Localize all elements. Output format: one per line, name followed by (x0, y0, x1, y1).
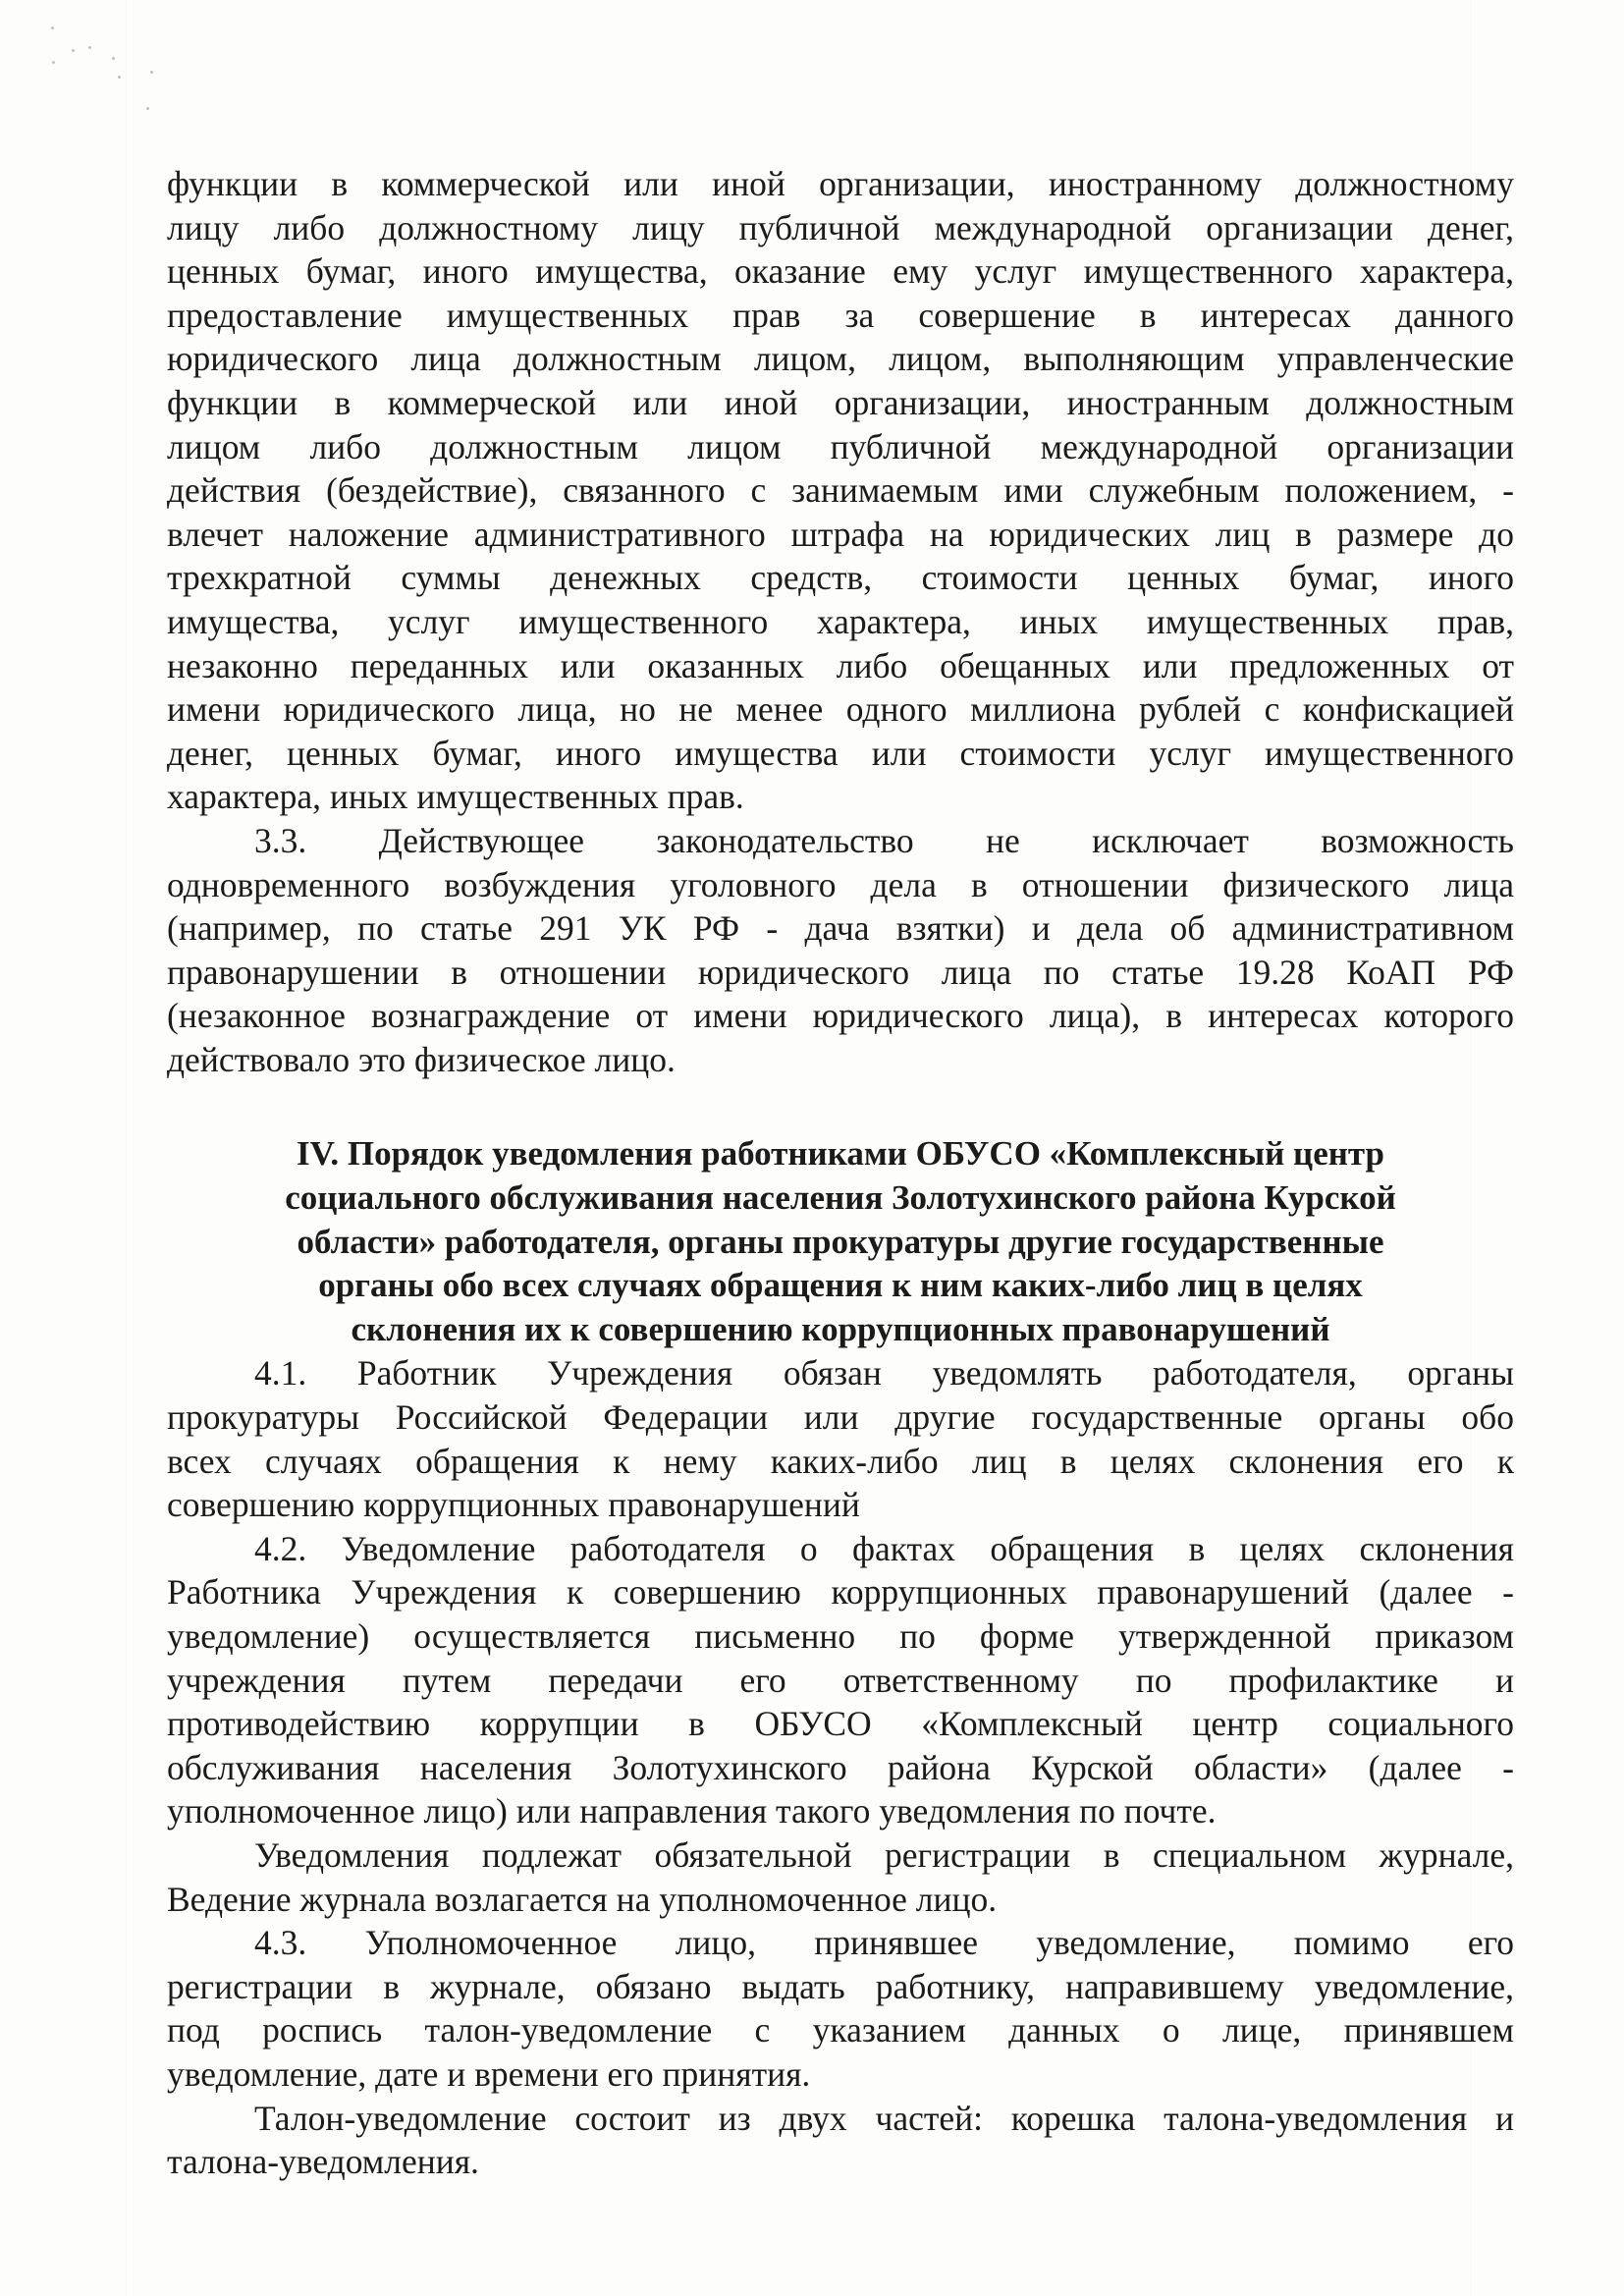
paragraph-talon (167, 2097, 1514, 2184)
text-line: Талон-уведомление состоит из двух частей: корешка талона-уведомления и (254, 2098, 1514, 2138)
text-line: имущества, услуг имущественного характера, иных имущественных прав, (167, 601, 1514, 641)
heading-line: социального обслуживания населения Золотухинского района Курской (285, 1178, 1396, 1218)
text-line: денег, ценных бумаг, иного имущества или стоимости услуг имущественного (167, 733, 1514, 773)
scan-speck (146, 107, 149, 110)
document-page (167, 162, 1514, 2184)
paragraph-3-3 (167, 819, 1514, 1082)
text-line: Работника Учреждения к совершению коррупционных правонарушений (далее - (167, 1572, 1514, 1613)
text-line: действовало это физическое лицо. (167, 1039, 676, 1079)
heading-line: IV. Порядок уведомления работниками ОБУСО «Комплексный центр (296, 1134, 1385, 1174)
text-line: влечет наложение административного штрафа на юридических лиц в размере до (167, 514, 1514, 554)
text-line: 4.3. Уполномоченное лицо, принявшее уведомление, помимо его (254, 1923, 1514, 1963)
text-line: (например, по статье 291 УК РФ - дача взятки) и дела об административном (167, 908, 1514, 949)
text-line: 4.2. Уведомление работодателя о фактах обращения в целях склонения (254, 1528, 1514, 1568)
text-line: незаконно переданных или оказанных либо обещанных или предложенных от (167, 645, 1514, 685)
text-line: Ведение журнала возлагается на уполномоченное лицо. (167, 1879, 998, 1919)
text-line: Уведомления подлежат обязательной регистрации в специальном журнале, (254, 1834, 1514, 1875)
scan-speck (88, 46, 91, 49)
heading-line: области» работодателя, органы прокуратуры другие государственные (297, 1222, 1384, 1261)
scan-speck (112, 57, 115, 60)
scan-speck (150, 71, 153, 74)
section-4-heading (167, 1132, 1514, 1351)
text-line: имени юридического лица, но не менее одного миллиона рублей с конфискацией (167, 689, 1514, 730)
text-line: лицом либо должностным лицом публичной международной организации (167, 426, 1514, 466)
text-line: функции в коммерческой или иной организации, иностранному должностному (167, 164, 1514, 203)
paragraph-section3-continuation (167, 162, 1514, 819)
text-line: юридического лица должностным лицом, лицом, выполняющим управленческие (167, 339, 1514, 379)
scan-speck (51, 27, 54, 29)
paragraph-4-2 (167, 1527, 1514, 1833)
text-line: одновременного возбуждения уголовного дела в отношении физического лица (167, 864, 1514, 904)
text-line: совершению коррупционных правонарушений (167, 1485, 860, 1525)
text-line: (незаконное вознаграждение от имени юридического лица), в интересах которого (167, 996, 1514, 1036)
heading-line: склонения их к совершению коррупционных правонарушений (351, 1309, 1330, 1348)
heading-line: органы обо всех случаях обращения к ним каких-либо лиц в целях (318, 1266, 1363, 1305)
text-line: прокуратуры Российской Федерации или другие государственные органы обо (167, 1397, 1514, 1438)
paragraph-4-3 (167, 1921, 1514, 2096)
spacer (167, 1081, 1514, 1132)
text-line: учреждения путем передачи его ответственному по профилактике и (167, 1660, 1514, 1700)
text-line: функции в коммерческой или иной организации, иностранным должностным (167, 382, 1514, 422)
text-line: 4.1. Работник Учреждения обязан уведомлять работодателя, органы (254, 1353, 1514, 1394)
paragraph-4-1 (167, 1351, 1514, 1526)
text-line: 3.3. Действующее законодательство не исключает возможность (254, 820, 1514, 860)
text-line: обслуживания населения Золотухинского района Курской области» (далее - (167, 1747, 1514, 1787)
text-line: правонарушении в отношении юридического лица по статье 19.28 КоАП РФ (167, 952, 1514, 992)
text-line: уведомление) осуществляется письменно по форме утвержденной приказом (167, 1616, 1514, 1656)
text-line: действия (бездействие), связанного с занимаемым ими служебным положением, - (167, 470, 1514, 511)
text-line: уведомление, дате и времени его принятия. (167, 2053, 811, 2094)
text-line: лицу либо должностному лицу публичной международной организации денег, (167, 207, 1514, 247)
scan-line (126, 0, 127, 2296)
text-line: уполномоченное лицо) или направления такого уведомления по почте. (167, 1791, 1217, 1831)
text-line: противодействию коррупции в ОБУСО «Комплексный центр социального (167, 1704, 1514, 1744)
text-line: характера, иных имущественных прав. (167, 777, 744, 817)
text-line: под роспись талон-уведомление с указанием данных о лице, принявшем (167, 2010, 1514, 2050)
text-line: трехкратной суммы денежных средств, стоимости ценных бумаг, иного (167, 558, 1514, 598)
paragraph-registration (167, 1833, 1514, 1921)
text-line: ценных бумаг, иного имущества, оказание ему услуг имущественного характера, (167, 251, 1514, 292)
scan-speck (52, 61, 55, 64)
text-line: талона-уведомления. (167, 2142, 479, 2182)
text-line: регистрации в журнале, обязано выдать работнику, направившему уведомление, (167, 1966, 1514, 2006)
text-line: всех случаях обращения к нему каких-либо лиц в целях склонения его к (167, 1441, 1514, 1481)
text-line: предоставление имущественных прав за совершение в интересах данного (167, 295, 1514, 335)
scan-speck (72, 49, 75, 52)
scan-speck (118, 76, 121, 79)
